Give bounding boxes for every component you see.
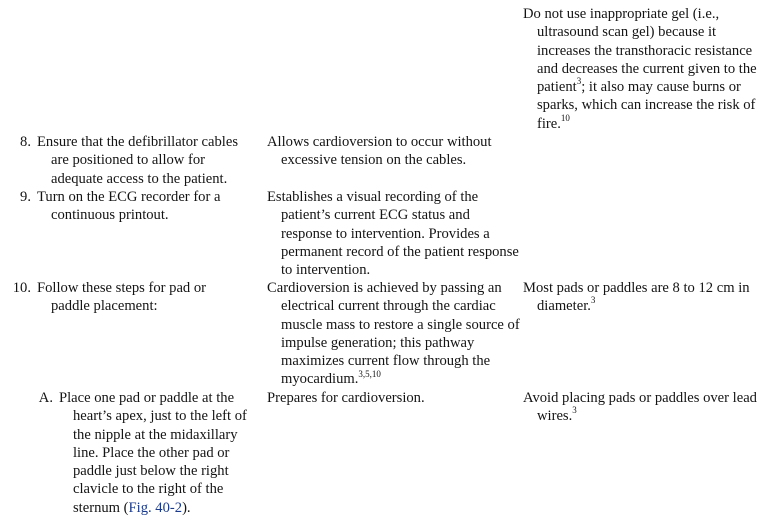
step-10a-rationale: Prepares for cardioversion. bbox=[267, 390, 425, 406]
citation: 10 bbox=[560, 112, 570, 123]
citation: 3,5,10 bbox=[358, 368, 381, 379]
citation: 3 bbox=[572, 405, 577, 416]
step-9-rationale: Establishes a visual recording of the patient’s current ECG status and response to intervention. Provides a permanent record of the patient response to intervention. bbox=[267, 189, 519, 279]
step-10a-note bbox=[523, 389, 771, 426]
step-8-action: Ensure that the defibrillator cables are positioned to allow for adequate access to the patient. bbox=[37, 134, 238, 187]
note-gel-text: Do not use inappropriate gel (i.e., ultrasound scan gel) because it increases the transthoracic resistance and decreases the current given to the patient bbox=[523, 6, 757, 96]
step-8-rationale: Allows cardioversion to occur without excessive tension on the cables. bbox=[267, 134, 492, 169]
step-10-rationale-text: Cardioversion is achieved by passing an electrical current through the cardiac muscle mass to restore a single source of impulse generation; this pathway maximizes current flow through the myocardium. bbox=[267, 280, 520, 388]
step-10a-note-text: Avoid placing pads or paddles over lead wires. bbox=[523, 390, 757, 425]
citation: 3 bbox=[590, 295, 596, 306]
figure-link[interactable]: Fig. 40-2 bbox=[128, 499, 183, 516]
step-10a-action-text: Place one pad or paddle at the heart’s apex, just to the left of the nipple at the midaxillary line. Place the other pad or paddle just below the right clavicle to the right of the sternum bbox=[59, 390, 247, 516]
step-number: 8. bbox=[20, 134, 31, 150]
citation: 3 bbox=[576, 76, 582, 87]
step-10-action: Follow these steps for pad or paddle placement: bbox=[37, 280, 207, 315]
step-9-action: Turn on the ECG recorder for a continuous printout. bbox=[37, 189, 221, 224]
step-10-note bbox=[523, 279, 771, 316]
step-10-note-text: Most pads or paddles are 8 to 12 cm in diameter. bbox=[523, 280, 750, 315]
step-10-rationale bbox=[267, 279, 521, 389]
step-number: 10. bbox=[12, 280, 31, 296]
step-number: 9. bbox=[20, 189, 31, 205]
note-gel-warning bbox=[523, 5, 767, 133]
note-gel-text-2: ; it also may cause burns or sparks, which can increase the risk of fire. bbox=[537, 79, 756, 132]
substep-letter: A. bbox=[38, 390, 53, 406]
step-10a-action: Place one pad or paddle at the heart’s apex, just to the left of the nipple at the midaxillary line. Place the other pad or paddle just below the right clavicle to the right of the sternum (Fig. 40-2). bbox=[59, 390, 247, 516]
